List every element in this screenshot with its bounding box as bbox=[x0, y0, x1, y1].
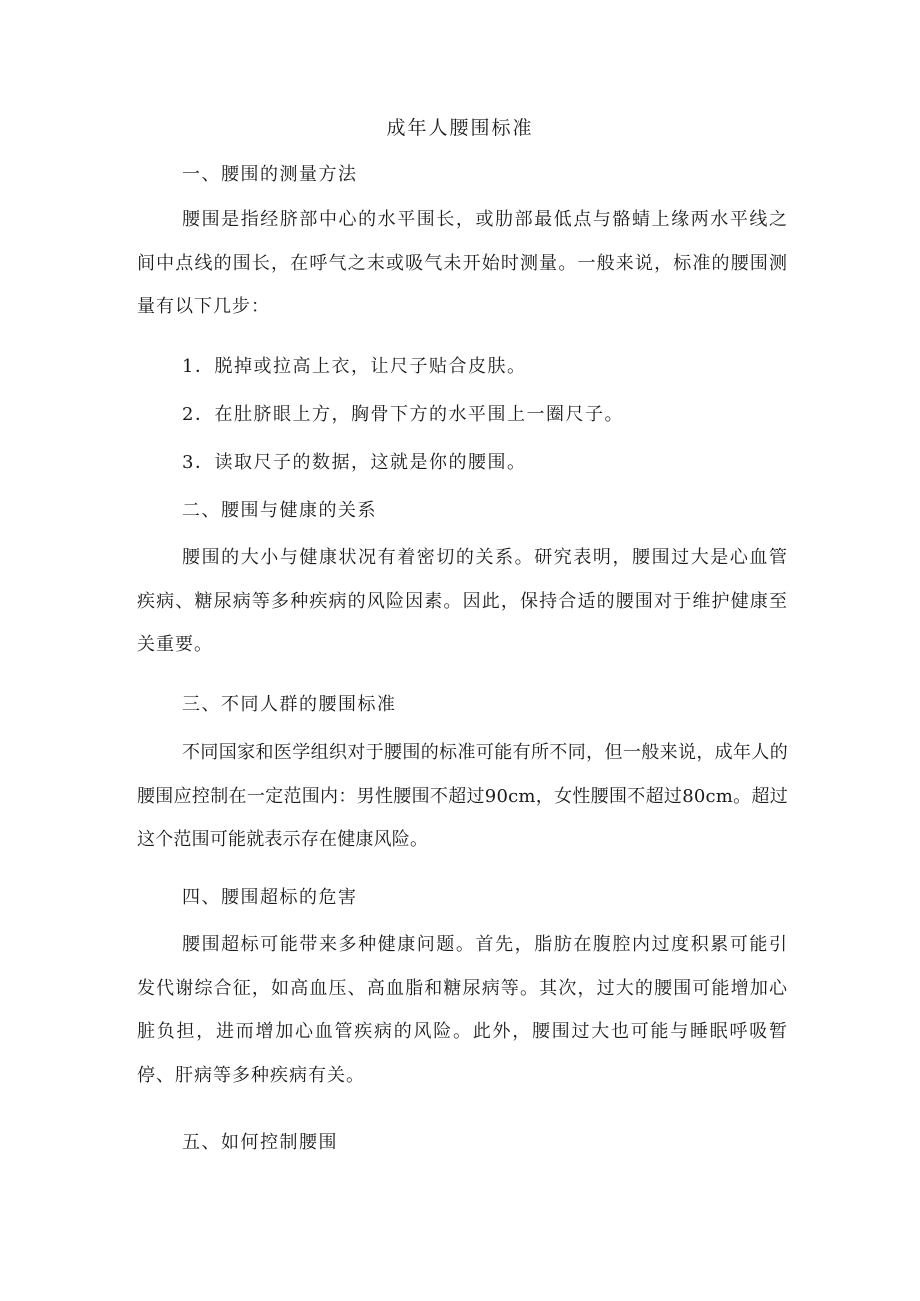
section-heading-control: 五、如何控制腰围 bbox=[182, 1132, 338, 1153]
step-item-1: 1．脱掉或拉高上衣，让尺子贴合皮肤。 bbox=[182, 356, 527, 377]
paragraph-health-relation: 腰围的大小与健康状况有着密切的关系。研究表明，腰围过大是心血管疾病、糖尿病等多种疾病的风险因素。因此，保持合适的腰围对于维护健康至关重要。 bbox=[137, 547, 788, 655]
section-heading-health-relation: 二、腰围与健康的关系 bbox=[182, 500, 377, 521]
paragraph-standards: 不同国家和医学组织对于腰围的标准可能有所不同，但一般来说，成年人的腰围应控制在一定范围内：男性腰围不超过90cm，女性腰围不超过80cm。超过这个范围可能就表示存在健康风险。 bbox=[137, 742, 788, 850]
section-heading-risks: 四、腰围超标的危害 bbox=[182, 887, 358, 908]
section-heading-measurement: 一、腰围的测量方法 bbox=[182, 164, 358, 185]
document-title: 成年人腰围标准 bbox=[386, 117, 534, 139]
paragraph-risks: 腰围超标可能带来多种健康问题。首先，脂肪在腹腔内过度积累可能引发代谢综合征，如高血压、高血脂和糖尿病等。其次，过大的腰围可能增加心脏负担，进而增加心血管疾病的风险。此外，腰围过大也可能与睡眠呼吸暂停、肝病等多种疾病有关。 bbox=[137, 934, 788, 1086]
step-item-3: 3．读取尺子的数据，这就是你的腰围。 bbox=[182, 452, 527, 473]
step-item-2: 2．在肚脐眼上方，胸骨下方的水平围上一圈尺子。 bbox=[182, 404, 624, 425]
section-heading-standards: 三、不同人群的腰围标准 bbox=[182, 694, 397, 715]
paragraph-measurement-definition: 腰围是指经脐部中心的水平围长，或肋部最低点与骼蜻上缘两水平线之间中点线的围长，在呼气之末或吸气未开始时测量。一般来说，标准的腰围测量有以下几步： bbox=[137, 209, 788, 317]
